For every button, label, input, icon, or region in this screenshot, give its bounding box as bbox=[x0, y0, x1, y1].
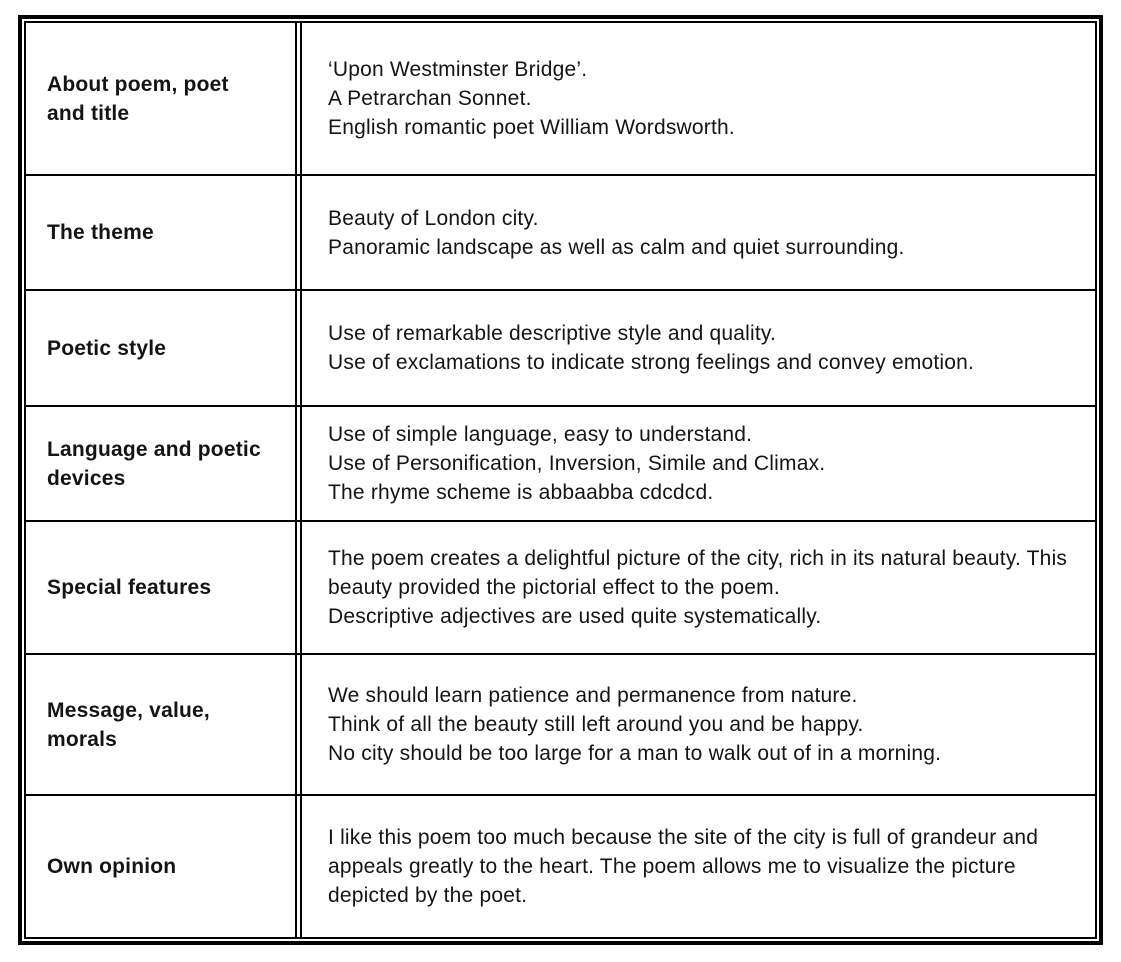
content-line: I like this poem too much because the site of the city is full of grandeur and appeals greatly to the heart. The poem allows me to visualize the picture depicted by the poet. bbox=[328, 826, 1039, 907]
table-row bbox=[26, 289, 1095, 405]
row-content bbox=[295, 291, 1095, 405]
row-content bbox=[295, 23, 1095, 174]
row-content bbox=[295, 407, 1095, 520]
row-label: Special features bbox=[47, 576, 212, 599]
content-line: Use of Personification, Inversion, Simile and Climax. bbox=[328, 452, 826, 475]
table-outer-frame bbox=[18, 15, 1103, 945]
content-line: Panoramic landscape as well as calm and quiet surrounding. bbox=[328, 235, 905, 259]
table-row bbox=[26, 174, 1095, 289]
content-line: We should learn patience and permanence from nature. bbox=[328, 684, 858, 707]
row-content bbox=[295, 522, 1095, 653]
content-line: Descriptive adjectives are used quite systematically. bbox=[328, 605, 822, 628]
poem-analysis-table bbox=[26, 23, 1095, 937]
content-line: The poem creates a delightful picture of the city, rich in its natural beauty. This beauty provided the pictorial effect to the poem. bbox=[328, 547, 1068, 599]
content-line: Beauty of London city. bbox=[328, 206, 539, 230]
table-inner-frame bbox=[24, 21, 1097, 939]
table-row bbox=[26, 405, 1095, 520]
content-line: No city should be too large for a man to walk out of in a morning. bbox=[328, 742, 942, 765]
row-label: Language and poetic devices bbox=[47, 437, 261, 490]
content-line: Use of remarkable descriptive style and quality. bbox=[328, 322, 777, 345]
row-label: Message, value, morals bbox=[47, 698, 210, 751]
content-line: ‘Upon Westminster Bridge’. bbox=[328, 58, 588, 81]
content-line: Use of exclamations to indicate strong feelings and convey emotion. bbox=[328, 351, 975, 374]
row-content bbox=[295, 655, 1095, 794]
row-label: Own opinion bbox=[47, 855, 177, 878]
row-content bbox=[295, 176, 1095, 289]
row-content bbox=[295, 796, 1095, 937]
table-row bbox=[26, 520, 1095, 653]
row-label: About poem, poet and title bbox=[47, 72, 229, 125]
table-row bbox=[26, 794, 1095, 937]
content-line: Think of all the beauty still left around you and be happy. bbox=[328, 713, 864, 736]
row-label: Poetic style bbox=[47, 336, 167, 360]
table-row bbox=[26, 653, 1095, 794]
content-line: English romantic poet William Wordsworth. bbox=[328, 116, 735, 139]
row-label: The theme bbox=[47, 221, 154, 244]
content-line: The rhyme scheme is abbaabba cdcdcd. bbox=[328, 481, 714, 504]
table-row bbox=[26, 23, 1095, 174]
content-line: Use of simple language, easy to understand. bbox=[328, 423, 753, 446]
content-line: A Petrarchan Sonnet. bbox=[328, 87, 532, 110]
